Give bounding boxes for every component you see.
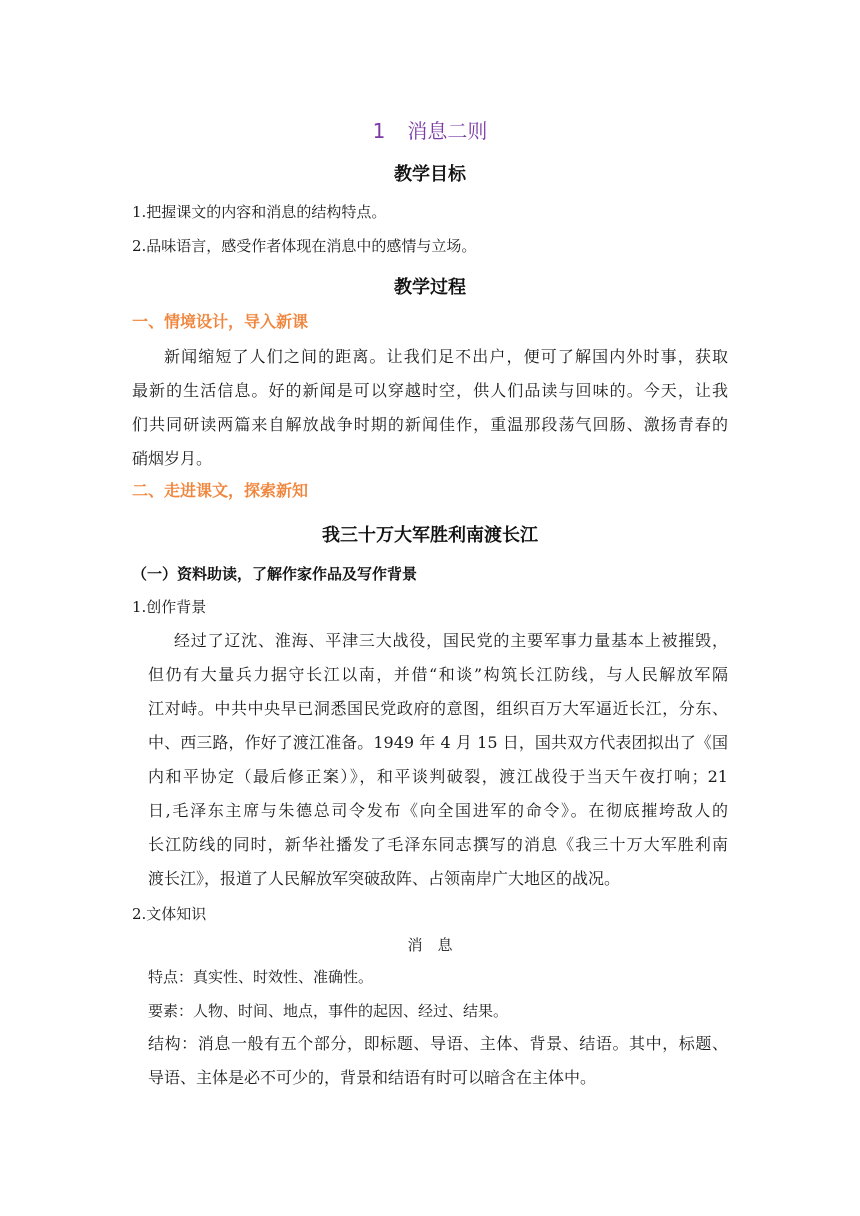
paragraph-line: 最新的生活信息。好的新闻是可以穿越时空，供人们品读与回味的。今天，让我: [132, 381, 728, 400]
paragraph-line: 导语、主体是必不可少的，背景和结语有时可以暗含在主体中。: [148, 1068, 597, 1087]
section1-heading: 一、情境设计，导入新课: [132, 312, 309, 331]
paragraph-line: 但仍有大量兵力据守长江以南，并借“和谈”构筑长江防线，与人民解放军隔: [148, 665, 728, 684]
genre-box-title: 消 息: [407, 936, 453, 954]
background-label: 1.创作背景: [132, 598, 207, 616]
process-heading: 教学过程: [394, 277, 466, 298]
paragraph-line: 经过了辽沈、淮海、平津三大战役，国民党的主要军事力量基本上被摧毁，: [174, 631, 728, 650]
paragraph-line: 硝烟岁月。: [132, 449, 213, 468]
paragraph-line: 日,毛泽东主席与朱德总司令发布《向全国进军的命令》。在彻底摧垮敌人的: [148, 801, 728, 820]
genre-features: 特点：真实性、时效性、准确性。: [148, 968, 374, 986]
paragraph-line: 中、西三路，作好了渡江准备。1949 年 4 月 15 日，国共双方代表团拟出了《国: [148, 733, 728, 752]
paragraph-line: 新闻缩短了人们之间的距离。让我们足不出户，便可了解国内外时事，获取: [164, 347, 728, 366]
goals-heading: 教学目标: [394, 164, 466, 185]
lesson-title: [0, 115, 860, 144]
article-title: 我三十万大军胜利南渡长江: [322, 525, 538, 546]
paragraph-line: 内和平协定（最后修正案）》，和平谈判破裂，渡江战役于当天午夜打响；21: [148, 767, 728, 786]
background-paragraph: [148, 624, 728, 896]
paragraph-line: 渡长江》，报道了人民解放军突破敌阵、占领南岸广大地区的战况。: [148, 869, 621, 888]
paragraph-line: 结构：消息一般有五个部分，即标题、导语、主体、背景、结语。其中，标题、: [148, 1034, 728, 1053]
paragraph-line: 长江防线的同时，新华社播发了毛泽东同志撰写的消息《我三十万大军胜利南: [148, 835, 728, 854]
paragraph-line: 江对峙。中共中央早已洞悉国民党政府的意图，组织百万大军逼近长江，分东、: [148, 699, 728, 718]
section2-heading: 二、走进课文，探索新知: [132, 481, 309, 500]
lesson-title-text: 消息二则: [407, 119, 488, 143]
genre-label: 2.文体知识: [132, 905, 207, 923]
sub-heading: （一）资料助读，了解作家作品及写作背景: [132, 565, 418, 583]
paragraph-line: 们共同研读两篇来自解放战争时期的新闻佳作，重温那段荡气回肠、激扬青春的: [132, 415, 728, 434]
genre-structure: [148, 1027, 728, 1095]
genre-elements: 要素：人物、时间、地点，事件的起因、经过、结果。: [148, 1002, 509, 1020]
goal-item-1: 1.把握课文的内容和消息的结构特点。: [132, 203, 387, 221]
section1-paragraph: [132, 340, 728, 476]
goal-item-2: 2.品味语言，感受作者体现在消息中的感情与立场。: [132, 237, 477, 255]
lesson-number: 1: [372, 119, 386, 143]
